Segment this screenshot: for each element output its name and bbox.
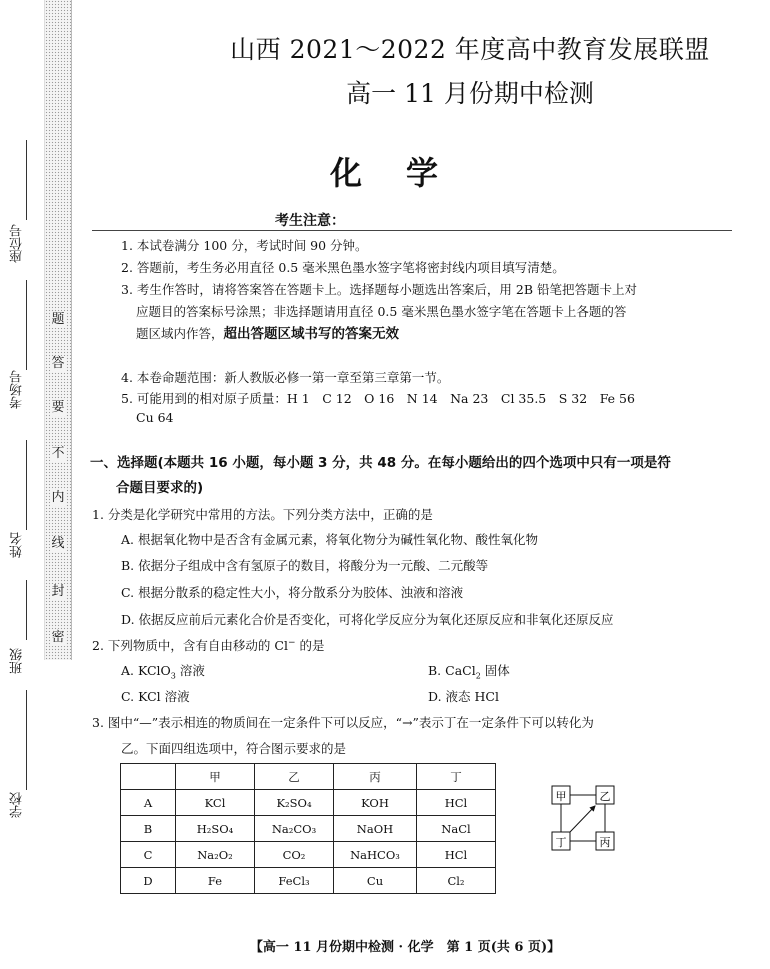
table-cell: Cl₂ <box>417 868 496 894</box>
q2-b-sub: 2 <box>475 671 481 681</box>
arrow-ding-to-yi <box>570 806 595 832</box>
exam-title-line1: 山西 2021～2022 年度高中教育发展联盟 <box>230 35 710 64</box>
label-bing: 丙 <box>599 836 611 849</box>
question-1-stem: 1. 分类是化学研究中常用的方法。下列分类方法中，正确的是 <box>92 507 433 522</box>
table-header-cell: 丁 <box>417 764 496 790</box>
q2-a-text: A. KClO <box>121 663 171 678</box>
notice-item-1: 1. 本试卷满分 100 分，考试时间 90 分钟。 <box>121 238 368 253</box>
page-footer: 【高一 11 月份期中检测 · 化学 第 1 页(共 6 页)】 <box>249 940 561 955</box>
question-2-option-b <box>428 661 510 681</box>
section-heading: 一、选择题(本题共 16 小题，每小题 3 分，共 48 分。在每小题给出的四个选项中只有一项是符 <box>90 455 671 471</box>
question-1-option-a: A. 根据氧化物中是否含有金属元素，将氧化物分为碱性氧化物、酸性氧化物 <box>121 532 538 547</box>
seat-number-label: 座位号 <box>10 224 25 263</box>
table-cell: FeCl₃ <box>255 868 334 894</box>
table-cell: KCl <box>176 790 255 816</box>
section-heading-cont: 合题目要求的) <box>116 480 204 496</box>
table-cell: HCl <box>417 842 496 868</box>
q2-a-sub: 3 <box>170 671 176 681</box>
table-header-cell <box>121 764 176 790</box>
class-fill-line <box>26 580 27 640</box>
seal-char: 内 <box>51 490 65 505</box>
q2-stem-b: 的是 <box>295 638 325 653</box>
school-fill-line <box>26 690 27 790</box>
seal-char: 封 <box>51 584 65 599</box>
label-yi: 乙 <box>599 790 611 803</box>
table-cell: NaHCO₃ <box>334 842 417 868</box>
notice-item-5: 5. 可能用到的相对原子质量：H 1 C 12 O 16 N 14 Na 23 Cl 35.5 S 32 Fe 56 <box>121 391 635 406</box>
table-cell: Na₂O₂ <box>176 842 255 868</box>
table-cell: HCl <box>417 790 496 816</box>
seat-fill-line <box>26 140 27 220</box>
table-cell: Cu <box>334 868 417 894</box>
school-label: 学校 <box>10 792 25 818</box>
q2-b-text: B. CaCl <box>428 663 476 678</box>
table-cell: Fe <box>176 868 255 894</box>
table-cell: B <box>121 816 176 842</box>
table-row <box>121 842 496 868</box>
q2-b-tail: 固体 <box>480 663 510 678</box>
seal-char: 要 <box>51 400 65 415</box>
notice-divider <box>92 230 732 231</box>
q2-a-tail: 溶液 <box>175 663 205 678</box>
room-fill-line <box>26 280 27 370</box>
question-2-stem <box>92 636 324 654</box>
class-label: 班级 <box>10 648 25 674</box>
question-2-option-d: D. 液态 HCl <box>428 689 499 704</box>
seal-char: 密 <box>51 630 65 645</box>
question-3-stem: 3. 图中“—”表示相连的物质间在一定条件下可以反应，“→”表示丁在一定条件下可以转化为 <box>92 715 594 730</box>
table-header-cell: 甲 <box>176 764 255 790</box>
seal-strip <box>44 0 72 660</box>
question-3-table <box>120 763 496 894</box>
seal-char: 题 <box>51 312 65 327</box>
table-header-cell: 丙 <box>334 764 417 790</box>
table-cell: KOH <box>334 790 417 816</box>
table-header-cell: 乙 <box>255 764 334 790</box>
notice-item-3: 3. 考生作答时，请将答案答在答题卡上。选择题每小题选出答案后，用 2B 铅笔把答题卡上对 <box>121 282 637 297</box>
notice-item-5-cont: Cu 64 <box>136 410 174 425</box>
table-cell: A <box>121 790 176 816</box>
label-ding: 丁 <box>555 836 567 849</box>
seal-char: 线 <box>51 536 65 551</box>
notice-item-3-bold: 超出答题区域书写的答案无效 <box>223 326 400 342</box>
question-2-option-c: C. KCl 溶液 <box>121 689 190 704</box>
question-1-option-d: D. 依据反应前后元素化合价是否变化，可将化学反应分为氧化还原反应和非氧化还原反应 <box>121 612 614 627</box>
table-cell: NaOH <box>334 816 417 842</box>
q2-stem-a: 2. 下列物质中，含有自由移动的 Cl <box>92 638 288 653</box>
table-cell: D <box>121 868 176 894</box>
notice-item-4: 4. 本卷命题范围：新人教版必修一第一章至第三章第一节。 <box>121 370 450 385</box>
notice-item-2: 2. 答题前，考生务必用直径 0.5 毫米黑色墨水签字笔将密封线内项目填写清楚。 <box>121 260 565 275</box>
table-cell: H₂SO₄ <box>176 816 255 842</box>
table-row <box>121 816 496 842</box>
table-row <box>121 868 496 894</box>
seal-char: 答 <box>51 356 65 371</box>
reaction-diagram <box>540 780 630 860</box>
notice-item-3-cont: 应题目的答案标号涂黑；非选择题请用直径 0.5 毫米黑色墨水签字笔在答题卡上各题的答 <box>136 304 627 319</box>
question-3-stem-cont: 乙。下面四组选项中，符合图示要求的是 <box>121 741 347 756</box>
notice-heading: 考生注意： <box>275 213 345 229</box>
question-2-option-a <box>121 661 205 681</box>
table-cell: CO₂ <box>255 842 334 868</box>
name-label: 姓名 <box>10 532 25 558</box>
question-1-option-b: B. 依据分子组成中含有氢原子的数目，将酸分为一元酸、二元酸等 <box>121 558 489 573</box>
exam-title-line2: 高一 11 月份期中检测 <box>346 79 594 108</box>
name-fill-line <box>26 440 27 530</box>
label-jia: 甲 <box>555 790 567 803</box>
notice-item-3-tail: 题区域内作答， <box>136 326 224 341</box>
question-1-option-c: C. 根据分散系的稳定性大小，将分散系分为胶体、浊液和溶液 <box>121 585 464 600</box>
exam-room-label: 考场号 <box>10 370 25 409</box>
notice-item-3-cont2 <box>136 322 399 342</box>
seal-char: 不 <box>51 446 65 461</box>
subject-title: 化学 <box>330 154 483 192</box>
table-cell: K₂SO₄ <box>255 790 334 816</box>
table-cell: Na₂CO₃ <box>255 816 334 842</box>
table-cell: C <box>121 842 176 868</box>
table-cell: NaCl <box>417 816 496 842</box>
q2-stem-sup: − <box>287 637 296 648</box>
table-row <box>121 790 496 816</box>
table-header-row <box>121 764 496 790</box>
